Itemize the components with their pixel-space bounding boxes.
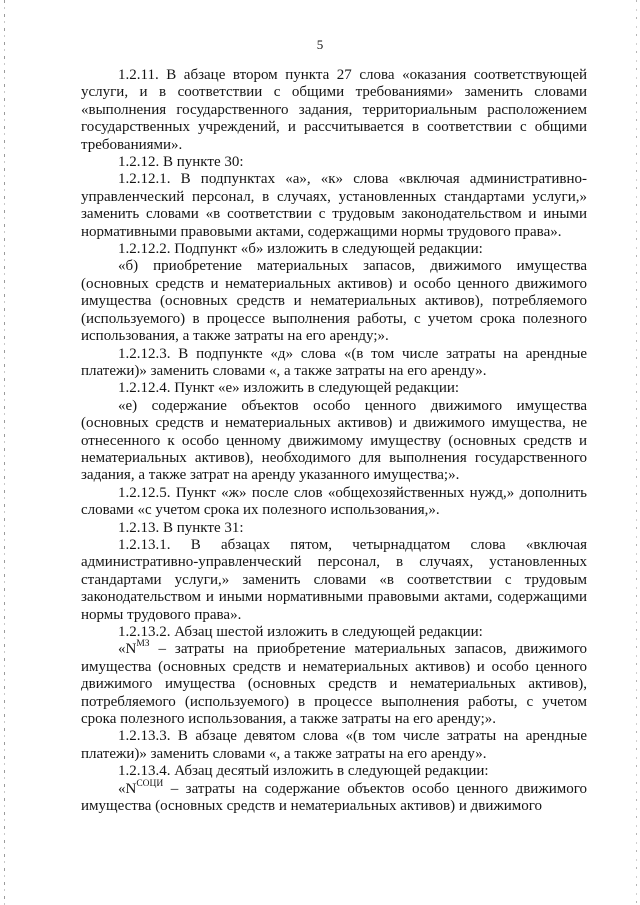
paragraph-formula-nmz — [81, 641, 587, 728]
formula-superscript: МЗ — [136, 639, 150, 650]
formula-description: – затраты на содержание объектов особо ценного движимого имущества (основных средств и нематериальных активов) и движимого — [81, 780, 587, 815]
paragraph-1-2-12-5: 1.2.12.5. Пункт «ж» после слов «общехозяйственных нужд,» дополнить словами «с учетом срока их полезного использования,». — [81, 484, 587, 519]
paragraph-1-2-13-1: 1.2.13.1. В абзацах пятом, четырнадцатом слова «включая административно-управленческий персонал, в случаях, установленных стандартами услуги,» заменить словами «в соответствии с трудовым законодательством и иными нормативными правовыми актами, содержащими нормы трудового права». — [81, 536, 587, 623]
formula-symbol: «N — [118, 780, 137, 797]
paragraph-1-2-12-1: 1.2.12.1. В подпунктах «а», «к» слова «включая административно-управленческий персонал, в случаях, установленных стандартами услуги,» заменить словами «в соответствии с трудовым законодательством и иными нормативными правовыми актами, содержащими нормы трудового права». — [81, 171, 587, 240]
paragraph-1-2-12-4: 1.2.12.4. Пункт «е» изложить в следующей редакции: — [118, 380, 460, 397]
paragraph-1-2-13: 1.2.13. В пункте 31: — [118, 519, 244, 536]
paragraph-1-2-12-3: 1.2.12.3. В подпункте «д» слова «(в том числе затраты на арендные платежи)» заменить словами «, а также затраты на его аренду». — [81, 345, 587, 379]
paragraph-1-2-13-3: 1.2.13.3. В абзаце девятом слова «(в том числе затраты на арендные платежи)» заменить словами «, а также затраты на его аренду». — [81, 728, 587, 762]
paragraph-1-2-13-4: 1.2.13.4. Абзац десятый изложить в следующей редакции: — [118, 763, 489, 780]
page-number: 5 — [316, 37, 324, 52]
paragraph-1-2-12: 1.2.12. В пункте 30: — [118, 154, 244, 171]
document-body — [81, 67, 587, 815]
paragraph-1-2-13-2: 1.2.13.2. Абзац шестой изложить в следующей редакции: — [118, 624, 483, 640]
scan-edge-left — [4, 0, 5, 905]
formula-symbol: «N — [118, 641, 137, 658]
formula-superscript: СОЦИ — [136, 778, 164, 789]
paragraph-subitem-b: «б) приобретение материальных запасов, движимого имущества (основных средств и нематериальных активов) и особо ценного движимого имущества (основных средств и нематериальных активов), потребляемого (используемого) в процессе выполнения работы, с учетом срока полезного использования, а также затраты на его аренду;». — [81, 258, 587, 345]
paragraph-1-2-12-2: 1.2.12.2. Подпункт «б» изложить в следующей редакции: — [118, 241, 483, 258]
paragraph-formula-nsoci — [81, 778, 587, 816]
scan-edge-right — [636, 0, 637, 905]
paragraph-1-2-11: 1.2.11. В абзаце втором пункта 27 слова «оказания соответствующей услуги, и в соответствии с общими требованиями» заменить словами «выполнения государственного задания, территориальным расположением государственных учреждений, и рассчитывается в соответствии с общими требованиями». — [81, 67, 587, 153]
formula-description: – затраты на приобретение материальных запасов, движимого имущества (основных средств и нематериальных активов) и особо ценного движимого имущества (основных средств и нематериальных активов), потребляемого (используемого) в процессе выполнения работы, с учетом срока полезного использования, а также затраты на его аренду;». — [81, 641, 587, 728]
paragraph-subitem-e: «е) содержание объектов особо ценного движимого имущества (основных средств и нематериальных активов) и движимого имущества, не отнесенного к особо ценному движимому имуществу (основных средств и нематериальных активов), необходимого для выполнения государственного задания, а также затрат на аренду указанного имущества;». — [81, 397, 587, 484]
